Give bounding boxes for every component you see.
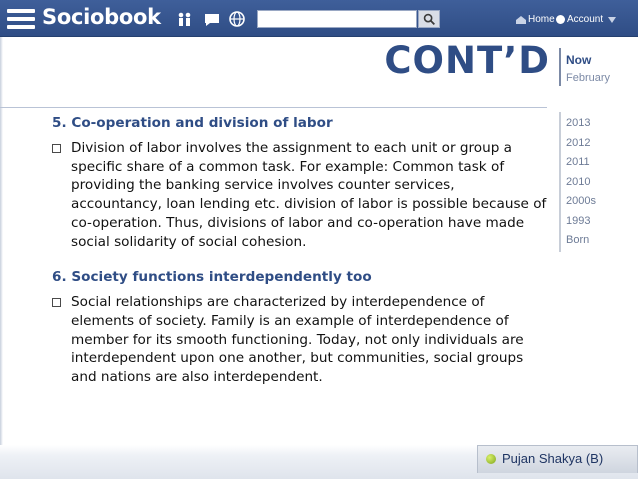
timeline-year[interactable]: 2011 — [566, 156, 590, 168]
slide-content — [52, 114, 548, 387]
chat-user-name[interactable]: Pujan Shakya (B) — [502, 451, 604, 466]
search-input[interactable] — [257, 10, 417, 28]
top-bar — [0, 0, 638, 37]
online-status-icon — [486, 454, 496, 464]
side-rule — [0, 37, 3, 479]
timeline-year[interactable]: 1993 — [566, 214, 591, 227]
section-heading: 6. Society functions interdependently too — [52, 269, 372, 286]
timeline-years — [566, 114, 596, 251]
bullet-item — [52, 293, 548, 387]
timeline-year[interactable]: 2010 — [566, 175, 591, 188]
messages-icon[interactable] — [203, 10, 221, 28]
timeline-year[interactable]: 2012 — [566, 136, 591, 149]
account-icon — [556, 15, 565, 24]
chevron-down-icon[interactable] — [608, 17, 616, 23]
section-heading: 5. Co-operation and division of labor — [52, 115, 333, 131]
bullet-box-icon — [52, 298, 61, 307]
search-button[interactable] — [418, 10, 440, 28]
friends-icon[interactable] — [176, 10, 194, 28]
title-divider — [0, 107, 547, 108]
page-title: CONT’D — [384, 39, 550, 82]
bullet-item — [52, 139, 548, 251]
timeline-year[interactable]: 2000s — [566, 195, 596, 207]
timeline-now[interactable]: Now — [566, 53, 592, 67]
timeline-year[interactable]: 2013 — [566, 117, 591, 129]
app-logo[interactable]: Sociobook — [42, 5, 161, 29]
bullet-text: Social relationships are characterized by interdependence of elements of society. Family is an example of interdependence of member for its smooth functioning. Today, not only individuals are interdependent upon one another, but communities, social groups and nations are also interdependent. — [71, 294, 524, 386]
menu-icon[interactable] — [7, 9, 35, 29]
timeline-month[interactable]: February — [566, 72, 611, 84]
bullet-text: Division of labor involves the assignment to each unit or group a specific share of a common task. For example: Common task of providing the banking service involves counter services, accountancy, loan lending etc. division of labor is possible because of co-operation. Thus, divisions of labor and co-operation have made social solidarity of social cohesion. — [71, 140, 547, 250]
bullet-box-icon — [52, 144, 61, 153]
timeline-divider — [559, 48, 561, 86]
timeline-line — [559, 112, 561, 252]
timeline-year[interactable]: Born — [566, 234, 590, 246]
globe-icon[interactable] — [228, 10, 246, 28]
home-link[interactable]: Home — [528, 14, 555, 25]
account-link[interactable]: Account — [567, 14, 604, 25]
home-icon — [516, 16, 526, 24]
